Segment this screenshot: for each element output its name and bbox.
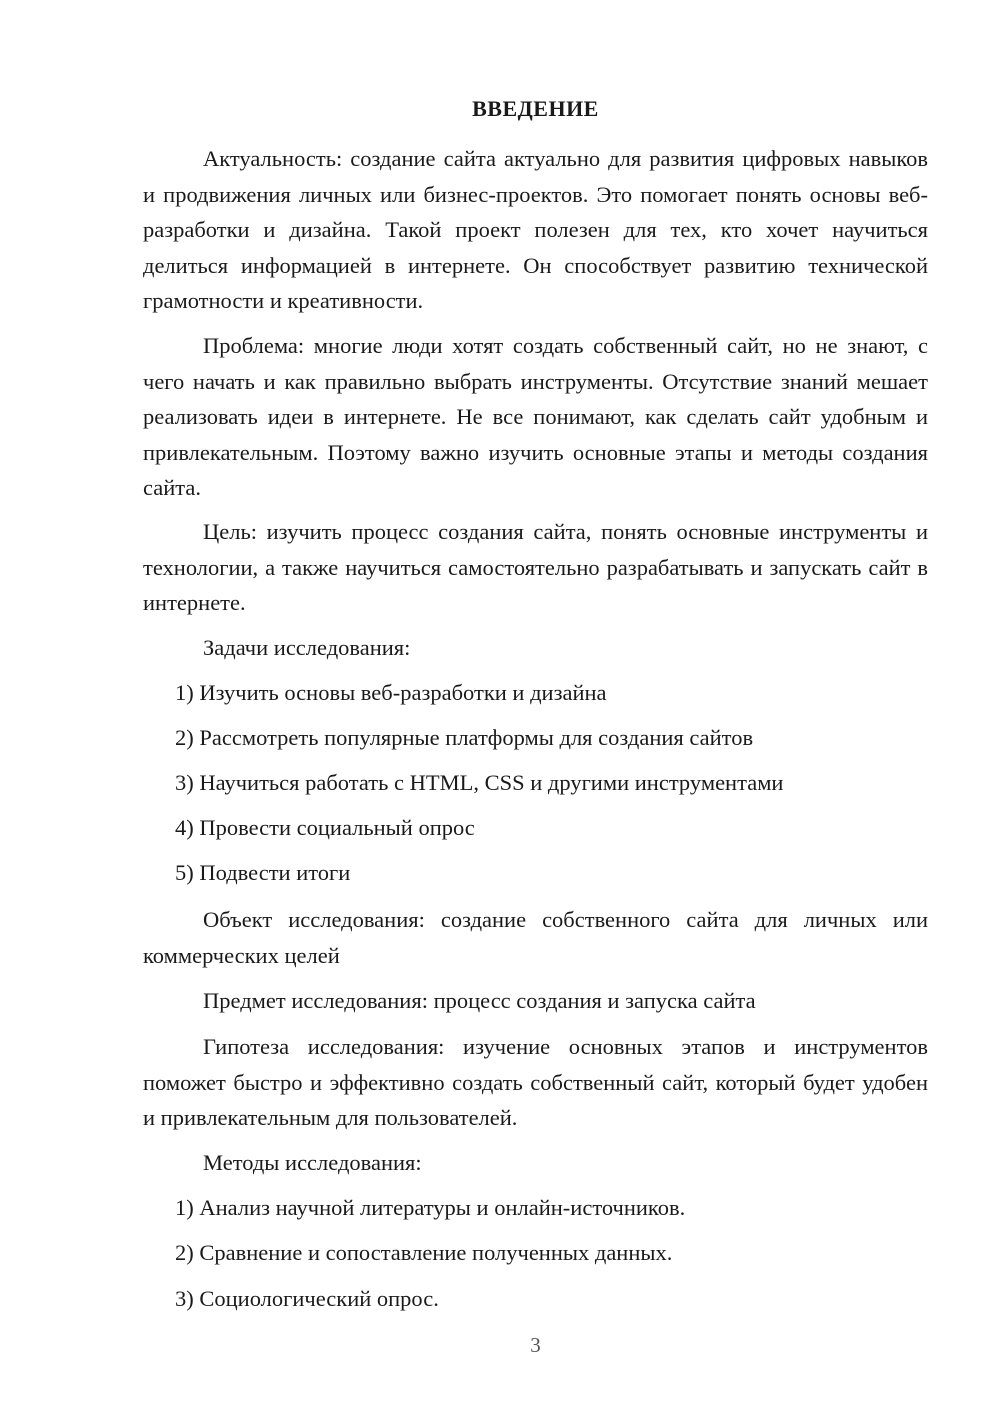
goal-paragraph: Цель: изучить процесс создания сайта, понять основные инструменты и технологии, а также научиться самостоятельно разрабатывать и запускать сайт в интернете. bbox=[143, 519, 928, 615]
relevance-paragraph: Актуальность: создание сайта актуально для развития цифровых навыков и продвижения личных или бизнес-проектов. Это помогает понять основы веб-разработки и дизайна. Такой проект полезен для тех, кто хочет научиться делиться информацией в интернете. Он способствует развитию технической грамотности и креативности. bbox=[143, 146, 928, 313]
page-title: ВВЕДЕНИЕ bbox=[472, 96, 599, 121]
task-item: 5) Подвести итоги bbox=[175, 860, 351, 885]
task-item: 3) Научиться работать с HTML, CSS и другими инструментами bbox=[175, 770, 784, 795]
problem-paragraph: Проблема: многие люди хотят создать собственный сайт, но не знают, с чего начать и как правильно выбрать инструменты. Отсутствие знаний мешает реализовать идеи в интернете. Не все понимают, как сделать сайт удобным и привлекательным. Поэтому важно изучить основные этапы и методы создания сайта. bbox=[143, 333, 928, 500]
method-item: 3) Социологический опрос. bbox=[175, 1286, 439, 1311]
task-item: 4) Провести социальный опрос bbox=[175, 815, 475, 840]
document-page bbox=[143, 0, 928, 1414]
methods-heading: Методы исследования: bbox=[203, 1150, 422, 1175]
hypothesis-paragraph: Гипотеза исследования: изучение основных этапов и инструментов поможет быстро и эффективно создать собственный сайт, который будет удобен и привлекательным для пользователей. bbox=[143, 1034, 928, 1130]
tasks-heading: Задачи исследования: bbox=[203, 635, 411, 660]
object-paragraph: Объект исследования: создание собственного сайта для личных или коммерческих целей bbox=[143, 907, 928, 968]
subject-paragraph: Предмет исследования: процесс создания и запуска сайта bbox=[203, 988, 756, 1013]
page-number: 3 bbox=[530, 1333, 541, 1357]
task-item: 1) Изучить основы веб-разработки и дизайна bbox=[175, 680, 607, 705]
task-item: 2) Рассмотреть популярные платформы для создания сайтов bbox=[175, 725, 754, 750]
method-item: 2) Сравнение и сопоставление полученных данных. bbox=[175, 1240, 673, 1265]
method-item: 1) Анализ научной литературы и онлайн-источников. bbox=[175, 1195, 686, 1220]
